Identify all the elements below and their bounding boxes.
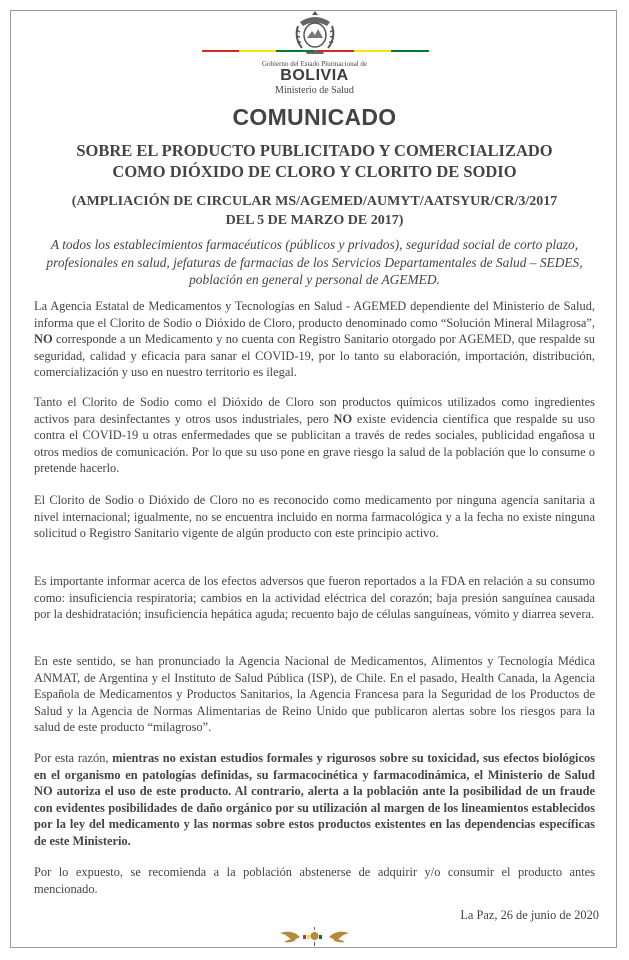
paragraph-2-text-a: Tanto el Clorito de Sodio como el Dióxido de Cloro son productos químicos utilizados como ingredientes activos para desinfectantes y otros usos industriales, pero xyxy=(34,395,595,426)
paragraph-2 xyxy=(34,394,595,477)
flag-stripe-right xyxy=(317,50,429,52)
paragraph-4: Es importante informar acerca de los efectos adversos que fueron reportados a la FDA en relación a su consumo como: insuficiencia respiratoria; cambios en la actividad eléctrica del corazón; baja presión sanguínea causada por la deshidratación; insuficiencia hepática aguda; recuento bajo de células sanguíneas, vómito y diarrea severa. xyxy=(34,574,595,621)
country-name: BOLIVIA xyxy=(280,67,349,84)
circular-reference xyxy=(0,192,629,230)
paragraph-1 xyxy=(34,298,595,381)
paragraph-2-emphasis: NO xyxy=(333,411,353,426)
paragraph-1-text-a: La Agencia Estatal de Medicamentos y Tecnologías en Salud - AGEMED dependiente del Ministerio de Salud, informa que el Clorito de Sodio o Dióxido de Cloro, producto denominado como “Solución Mineral Milagrosa”, xyxy=(34,299,595,330)
paragraph-6-emphasis: mientras no existan estudios formales y rigurosos sobre su toxicidad, sus efectos biológicos en el organismo en patologías definidas, su farmacocinética y farmacodinámica, el Ministerio de Salud NO autoriza el uso de este producto. Al contrario, alerta a la población ante la posibilidad de un fraude con evidentes posibilidades de daño orgánico por su utilización al margen de los lineamientos establecidos por la ley del medicamento y las normas sobre estos productos existentes en las dependencias específicas de este Ministerio. xyxy=(34,751,595,848)
flag-stripe-left xyxy=(202,50,314,52)
paragraph-2-text-b: existe evidencia científica que respalde su uso contra el COVID-19 u otras enfermedades que se publicitan a través de redes sociales, publicidad engañosa u otros medios de comunicación. Por lo que su uso pone en grave riesgo la salud de la población que lo consume o pretende hacerlo. xyxy=(34,411,595,475)
ministry-name: Ministerio de Salud xyxy=(275,85,354,96)
laurel-ornament-icon xyxy=(0,926,629,948)
letterhead xyxy=(0,8,629,96)
circular-line-2: DEL 5 DE MARZO DE 2017) xyxy=(225,213,404,228)
place-date: La Paz, 26 de junio de 2020 xyxy=(460,908,599,922)
paragraph-3: El Clorito de Sodio o Dióxido de Cloro no es reconocido como medicamento por ninguna agencia sanitaria a nivel internacional; igualmente, no se encuentra incluido en norma farmacológica y a la fecha no existe ninguna solicitud o Registro Sanitario vigente de algún producto con este principio activo. xyxy=(34,493,595,540)
paragraph-5: En este sentido, se han pronunciado la Agencia Nacional de Medicamentos, Alimentos y Tecnología Médica ANMAT, de Argentina y el Instituto de Salud Pública (ISP), de Chile. En el pasado, Health Canada, la Agencia Española de Medicamentos y Productos Sanitarios, la Agencia Francesa para la Seguridad de los Productos de Salud y la Agencia de Normas Alimentarias de Reino Unido que publicaron alertas sobre los riesgos para la salud de este producto “milagroso”. xyxy=(34,654,595,734)
paragraph-6 xyxy=(34,750,595,849)
paragraph-1-text-b: corresponde a un Medicamento y no cuenta con Registro Sanitario otorgado por AGEMED, que respalde su seguridad, calidad y eficacia para sanar el COVID-19, por lo tanto su elaboración, importación, distribución, comercialización y uso en nuestro territorio es ilegal. xyxy=(34,332,595,379)
paragraph-6-text-a: Por esta razón, xyxy=(34,751,113,765)
document-subtitle xyxy=(0,140,629,182)
addressees-paragraph: A todos los establecimientos farmacéuticos (públicos y privados), seguridad social de corto plazo, profesionales en salud, jefaturas de farmacias de los Servicios Departamentales de Salud – SEDES, población en general y personal de AGEMED. xyxy=(46,237,583,288)
document-title: COMUNICADO xyxy=(232,104,397,130)
paragraph-1-emphasis: NO xyxy=(34,332,53,346)
subtitle-line-1: SOBRE EL PRODUCTO PUBLICITADO Y COMERCIALIZADO xyxy=(76,141,553,160)
circular-line-1: (AMPLIACIÓN DE CIRCULAR MS/AGEMED/AUMYT/AATSYUR/CR/3/2017 xyxy=(71,194,558,209)
subtitle-line-2: COMO DIÓXIDO DE CLORO Y CLORITO DE SODIO xyxy=(112,162,517,181)
paragraph-7: Por lo expuesto, se recomienda a la población abstenerse de adquirir y/o consumir el producto antes mencionado. xyxy=(34,865,595,896)
government-label: Gobierno del Estado Plurinacional de xyxy=(262,60,367,68)
